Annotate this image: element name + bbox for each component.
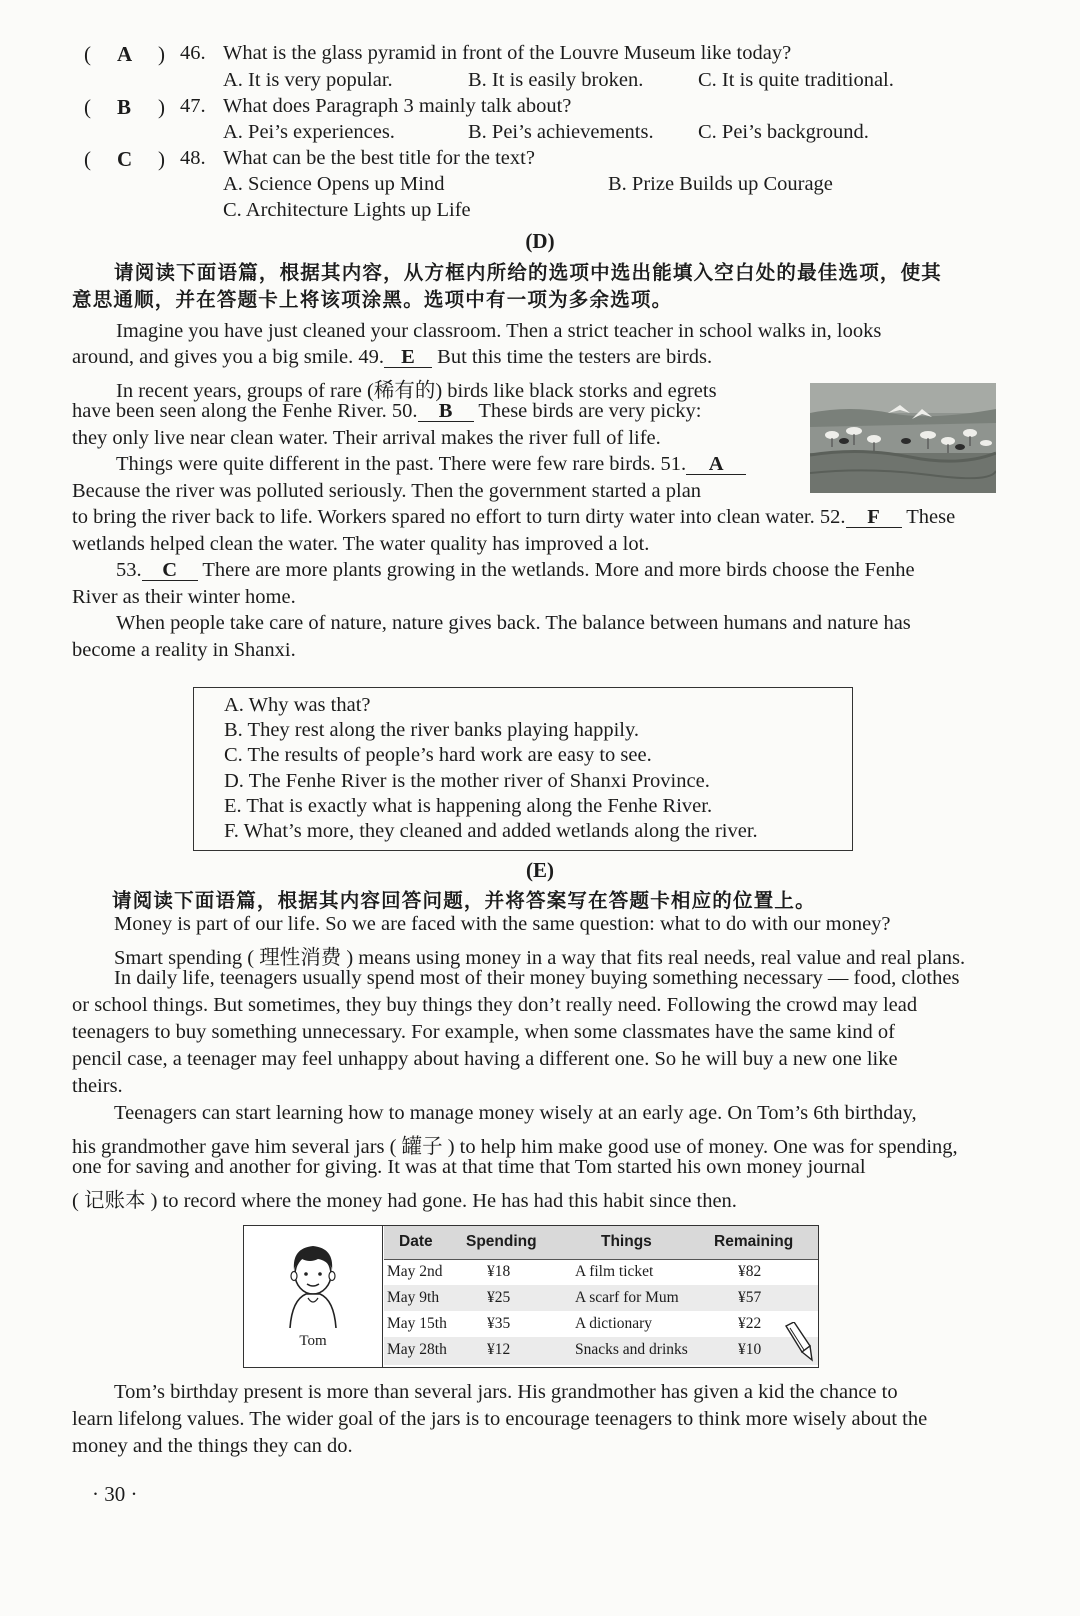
passage-text: Things were quite different in the past. There were few rare birds. 51. [116, 453, 687, 475]
d-para-1-line-2 [72, 346, 712, 369]
blank-53: C [142, 560, 198, 581]
e-line-6: pencil case, a teenager may feel unhappy about having a different one. So he will buy a new one like [72, 1048, 898, 1070]
d-para-2-line-3: they only live near clean water. Their arrival makes the river full of life. [72, 427, 661, 449]
d-para-1-line-1: Imagine you have just cleaned your classroom. Then a strict teacher in school walks in, looks [116, 320, 882, 342]
answer-paren-open: ( [84, 147, 91, 171]
question-stem: What is the glass pyramid in front of the Louvre Museum like today? [223, 42, 792, 64]
e-line-10: one for saving and another for giving. It was at that time that Tom started his own money journal [72, 1156, 866, 1178]
blank-51: A [686, 454, 746, 475]
passage-text: 53. [116, 559, 142, 581]
section-e-heading: (E) [526, 858, 554, 882]
passage-text: But this time the testers are birds. [432, 346, 713, 368]
cell-remaining: ¥22 [738, 1315, 762, 1332]
option-a: A. Pei’s experiences. [223, 121, 395, 143]
e-line-14: money and the things they can do. [72, 1435, 353, 1457]
cell-remaining: ¥57 [738, 1289, 762, 1306]
blank-49: E [384, 347, 432, 368]
option-b: B. Prize Builds up Courage [608, 173, 833, 195]
answer-paren-close: ) [158, 95, 165, 119]
passage-text: There are more plants growing in the wetlands. More and more birds choose the Fenhe [197, 559, 915, 581]
cell-remaining: ¥82 [738, 1263, 762, 1280]
options-box [193, 687, 853, 851]
e-line-13: learn lifelong values. The wider goal of the jars is to encourage teenagers to think more wisely about the [72, 1408, 928, 1430]
question-number: 48. [180, 147, 206, 169]
option-a: A. Why was that? [224, 694, 371, 716]
e-line-11: ( 记账本 ) to record where the money had gone. He has had this habit since then. [72, 1190, 737, 1212]
person-name: Tom [299, 1333, 327, 1349]
pencil-icon [782, 1322, 816, 1362]
table-row [384, 1285, 818, 1311]
cell-things: Snacks and drinks [575, 1341, 688, 1358]
option-a: A. Science Opens up Mind [223, 173, 445, 195]
e-line-8: Teenagers can start learning how to manage money wisely at an early age. On Tom’s 6th birthday, [114, 1102, 917, 1124]
d-para-3-line-3 [72, 506, 955, 529]
col-header-date: Date [399, 1233, 433, 1250]
cell-things: A dictionary [575, 1315, 653, 1332]
d-para-4-line-2: River as their winter home. [72, 586, 296, 608]
cell-date: May 9th [387, 1289, 440, 1306]
section-d-instruction-1: 请阅读下面语篇，根据其内容，从方框内所给的选项中选出能填入空白处的最佳选项，使其 [114, 261, 943, 284]
table-header-row [384, 1226, 818, 1260]
passage-text: These [901, 506, 956, 528]
section-d-instruction-2: 意思通顺，并在答题卡上将该项涂黑。选项中有一项为多余选项。 [72, 288, 673, 311]
table-row [384, 1337, 818, 1365]
blank-52: F [846, 507, 902, 528]
d-para-5-line-2: become a reality in Shanxi. [72, 639, 296, 661]
answer-paren-close: ) [158, 42, 165, 66]
e-line-3: In daily life, teenagers usually spend most of their money buying something necessary — food, clothes [114, 967, 960, 989]
option-a: A. It is very popular. [223, 69, 393, 91]
answer-paren-close: ) [158, 147, 165, 171]
option-f: F. What’s more, they cleaned and added wetlands along the river. [224, 820, 758, 842]
question-number: 46. [180, 42, 206, 64]
egrets-river-photo [810, 383, 996, 493]
blank-50: B [418, 401, 474, 422]
e-line-5: teenagers to buy something unnecessary. For example, when some classmates have the same kind of [72, 1021, 895, 1043]
d-para-3-line-2: Because the river was polluted seriously. Then the government started a plan [72, 480, 702, 502]
e-line-1: Money is part of our life. So we are faced with the same question: what to do with our money? [114, 913, 891, 935]
answer-47: B [117, 95, 132, 119]
answer-paren-open: ( [84, 42, 91, 66]
col-header-spending: Spending [466, 1233, 537, 1250]
question-stem: What can be the best title for the text? [223, 147, 535, 169]
question-number: 47. [180, 95, 206, 117]
table-row [384, 1259, 818, 1285]
answer-48: C [117, 147, 133, 171]
cell-date: May 15th [387, 1315, 447, 1332]
money-journal-table [243, 1225, 819, 1368]
option-c: C. Architecture Lights up Life [223, 199, 471, 221]
option-b: B. Pei’s achievements. [468, 121, 654, 143]
section-e-instruction: 请阅读下面语篇，根据其内容回答问题，并将答案写在答题卡相应的位置上。 [112, 889, 816, 912]
d-para-4-line-1 [116, 559, 915, 582]
option-c: C. The results of people’s hard work are easy to see. [224, 744, 652, 766]
answer-46: A [117, 42, 133, 66]
cell-date: May 2nd [387, 1263, 443, 1280]
option-e: E. That is exactly what is happening along the Fenhe River. [224, 795, 713, 817]
cell-things: A scarf for Mum [575, 1289, 679, 1306]
d-para-3-line-4: wetlands helped clean the water. The water quality has improved a lot. [72, 533, 650, 555]
passage-text: around, and gives you a big smile. 49. [72, 346, 385, 368]
cell-spending: ¥35 [487, 1315, 511, 1332]
option-c: C. It is quite traditional. [698, 69, 894, 91]
cell-remaining: ¥10 [738, 1341, 762, 1358]
cell-spending: ¥12 [487, 1341, 511, 1358]
d-para-5-line-1: When people take care of nature, nature gives back. The balance between humans and nature has [116, 612, 911, 634]
answer-paren-open: ( [84, 95, 91, 119]
e-line-2: Smart spending ( 理性消费 ) means using money in a way that fits real needs, real value and real plans. [114, 947, 966, 969]
passage-text: These birds are very picky: [473, 400, 702, 422]
d-para-2-line-2 [72, 400, 701, 423]
table-row [384, 1311, 818, 1337]
tom-portrait-cell [244, 1226, 383, 1367]
e-line-4: or school things. But sometimes, they buy things they don’t really need. Following the crowd may lead [72, 994, 918, 1016]
cell-date: May 28th [387, 1341, 447, 1358]
e-line-9: his grandmother gave him several jars ( 罐子 ) to help him make good use of money. One was for spending, [72, 1136, 958, 1158]
journal-grid [384, 1226, 818, 1367]
col-header-remaining: Remaining [714, 1233, 794, 1250]
passage-text: to bring the river back to life. Workers spared no effort to turn dirty water into clean water. 52. [72, 506, 846, 528]
passage-text: have been seen along the Fenhe River. 50. [72, 400, 418, 422]
option-b: B. They rest along the river banks playing happily. [224, 719, 640, 741]
section-d-heading: (D) [525, 229, 555, 253]
d-para-2-line-1: In recent years, groups of rare (稀有的) birds like black storks and egrets [116, 380, 717, 402]
d-para-3-line-1 [116, 453, 746, 476]
option-d: D. The Fenhe River is the mother river of Shanxi Province. [224, 770, 710, 792]
e-line-7: theirs. [72, 1075, 123, 1097]
page-number: · 30 · [92, 1482, 138, 1506]
col-header-things: Things [601, 1233, 652, 1250]
cell-spending: ¥25 [487, 1289, 511, 1306]
question-stem: What does Paragraph 3 mainly talk about? [223, 95, 572, 117]
option-b: B. It is easily broken. [468, 69, 644, 91]
cell-things: A film ticket [575, 1263, 654, 1280]
boy-portrait-icon [282, 1240, 344, 1328]
e-line-12: Tom’s birthday present is more than several jars. His grandmother has given a kid the chance to [114, 1381, 898, 1403]
option-c: C. Pei’s background. [698, 121, 869, 143]
cell-spending: ¥18 [487, 1263, 511, 1280]
